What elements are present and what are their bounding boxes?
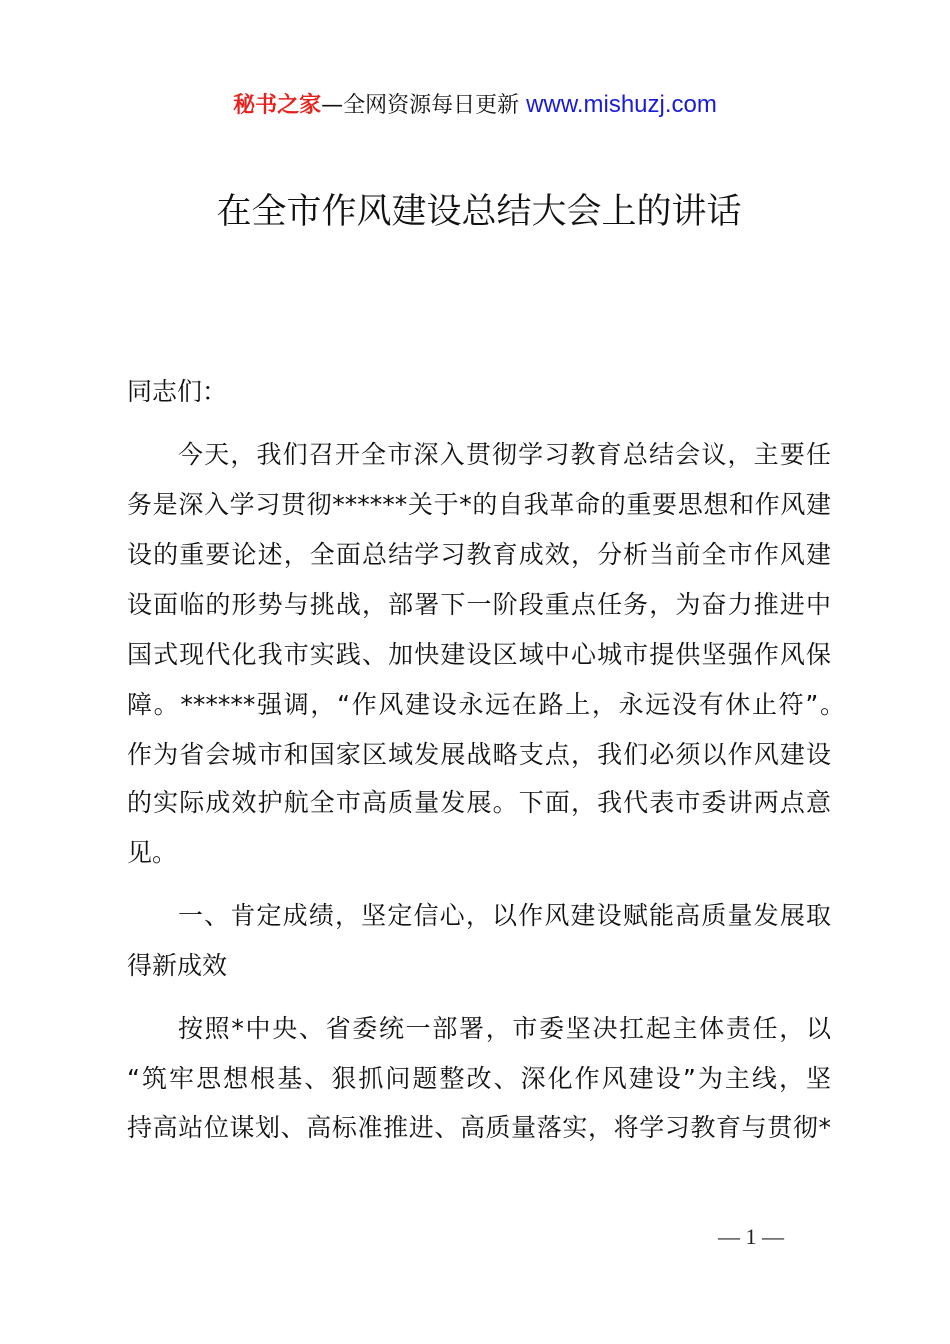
greeting: 同志们： [127,377,228,406]
paragraph-line: 设的重要论述，全面总结学习教育成效，分析当前全市作风建 [127,540,831,569]
site-url-link[interactable]: www.mishuzj.com [526,91,717,118]
header-tagline: —全网资源每日更新 [321,93,520,118]
paragraph-line: 按照*中央、省委统一部署，市委坚决扛起主体责任，以 [178,1014,831,1043]
site-header [0,88,950,119]
paragraph-line: 持高站位谋划、高标准推进、高质量落实，将学习教育与贯彻* [127,1113,831,1142]
paragraph-line: 务是深入学习贯彻******关于*的自我革命的重要思想和作风建 [127,490,831,519]
page-number: — 1 — [718,1224,784,1249]
paragraph-line: 的实际成效护航全市高质量发展。下面，我代表市委讲两点意 [127,788,831,817]
paragraph-line: 设面临的形势与挑战，部署下一阶段重点任务，为奋力推进中 [127,590,831,619]
document-title: 在全市作风建设总结大会上的讲话 [216,192,742,232]
brand-name: 秘书之家 [233,93,322,118]
section-heading-line: 得新成效 [127,951,228,980]
paragraph-line: 今天，我们召开全市深入贯彻学习教育总结会议，主要任 [178,440,831,469]
paragraph-line: 作为省会城市和国家区域发展战略支点，我们必须以作风建设 [127,740,831,769]
paragraph-line: 国式现代化我市实践、加快建设区域中心城市提供坚强作风保 [127,640,831,669]
paragraph-line: 见。 [127,838,178,867]
paragraph-line: 障。******强调，“作风建设永远在路上，永远没有休止符”。 [127,690,845,719]
section-heading-line: 一、肯定成绩，坚定信心，以作风建设赋能高质量发展取 [178,901,831,930]
paragraph-line: “筑牢思想根基、狠抓问题整改、深化作风建设”为主线，坚 [127,1064,831,1093]
